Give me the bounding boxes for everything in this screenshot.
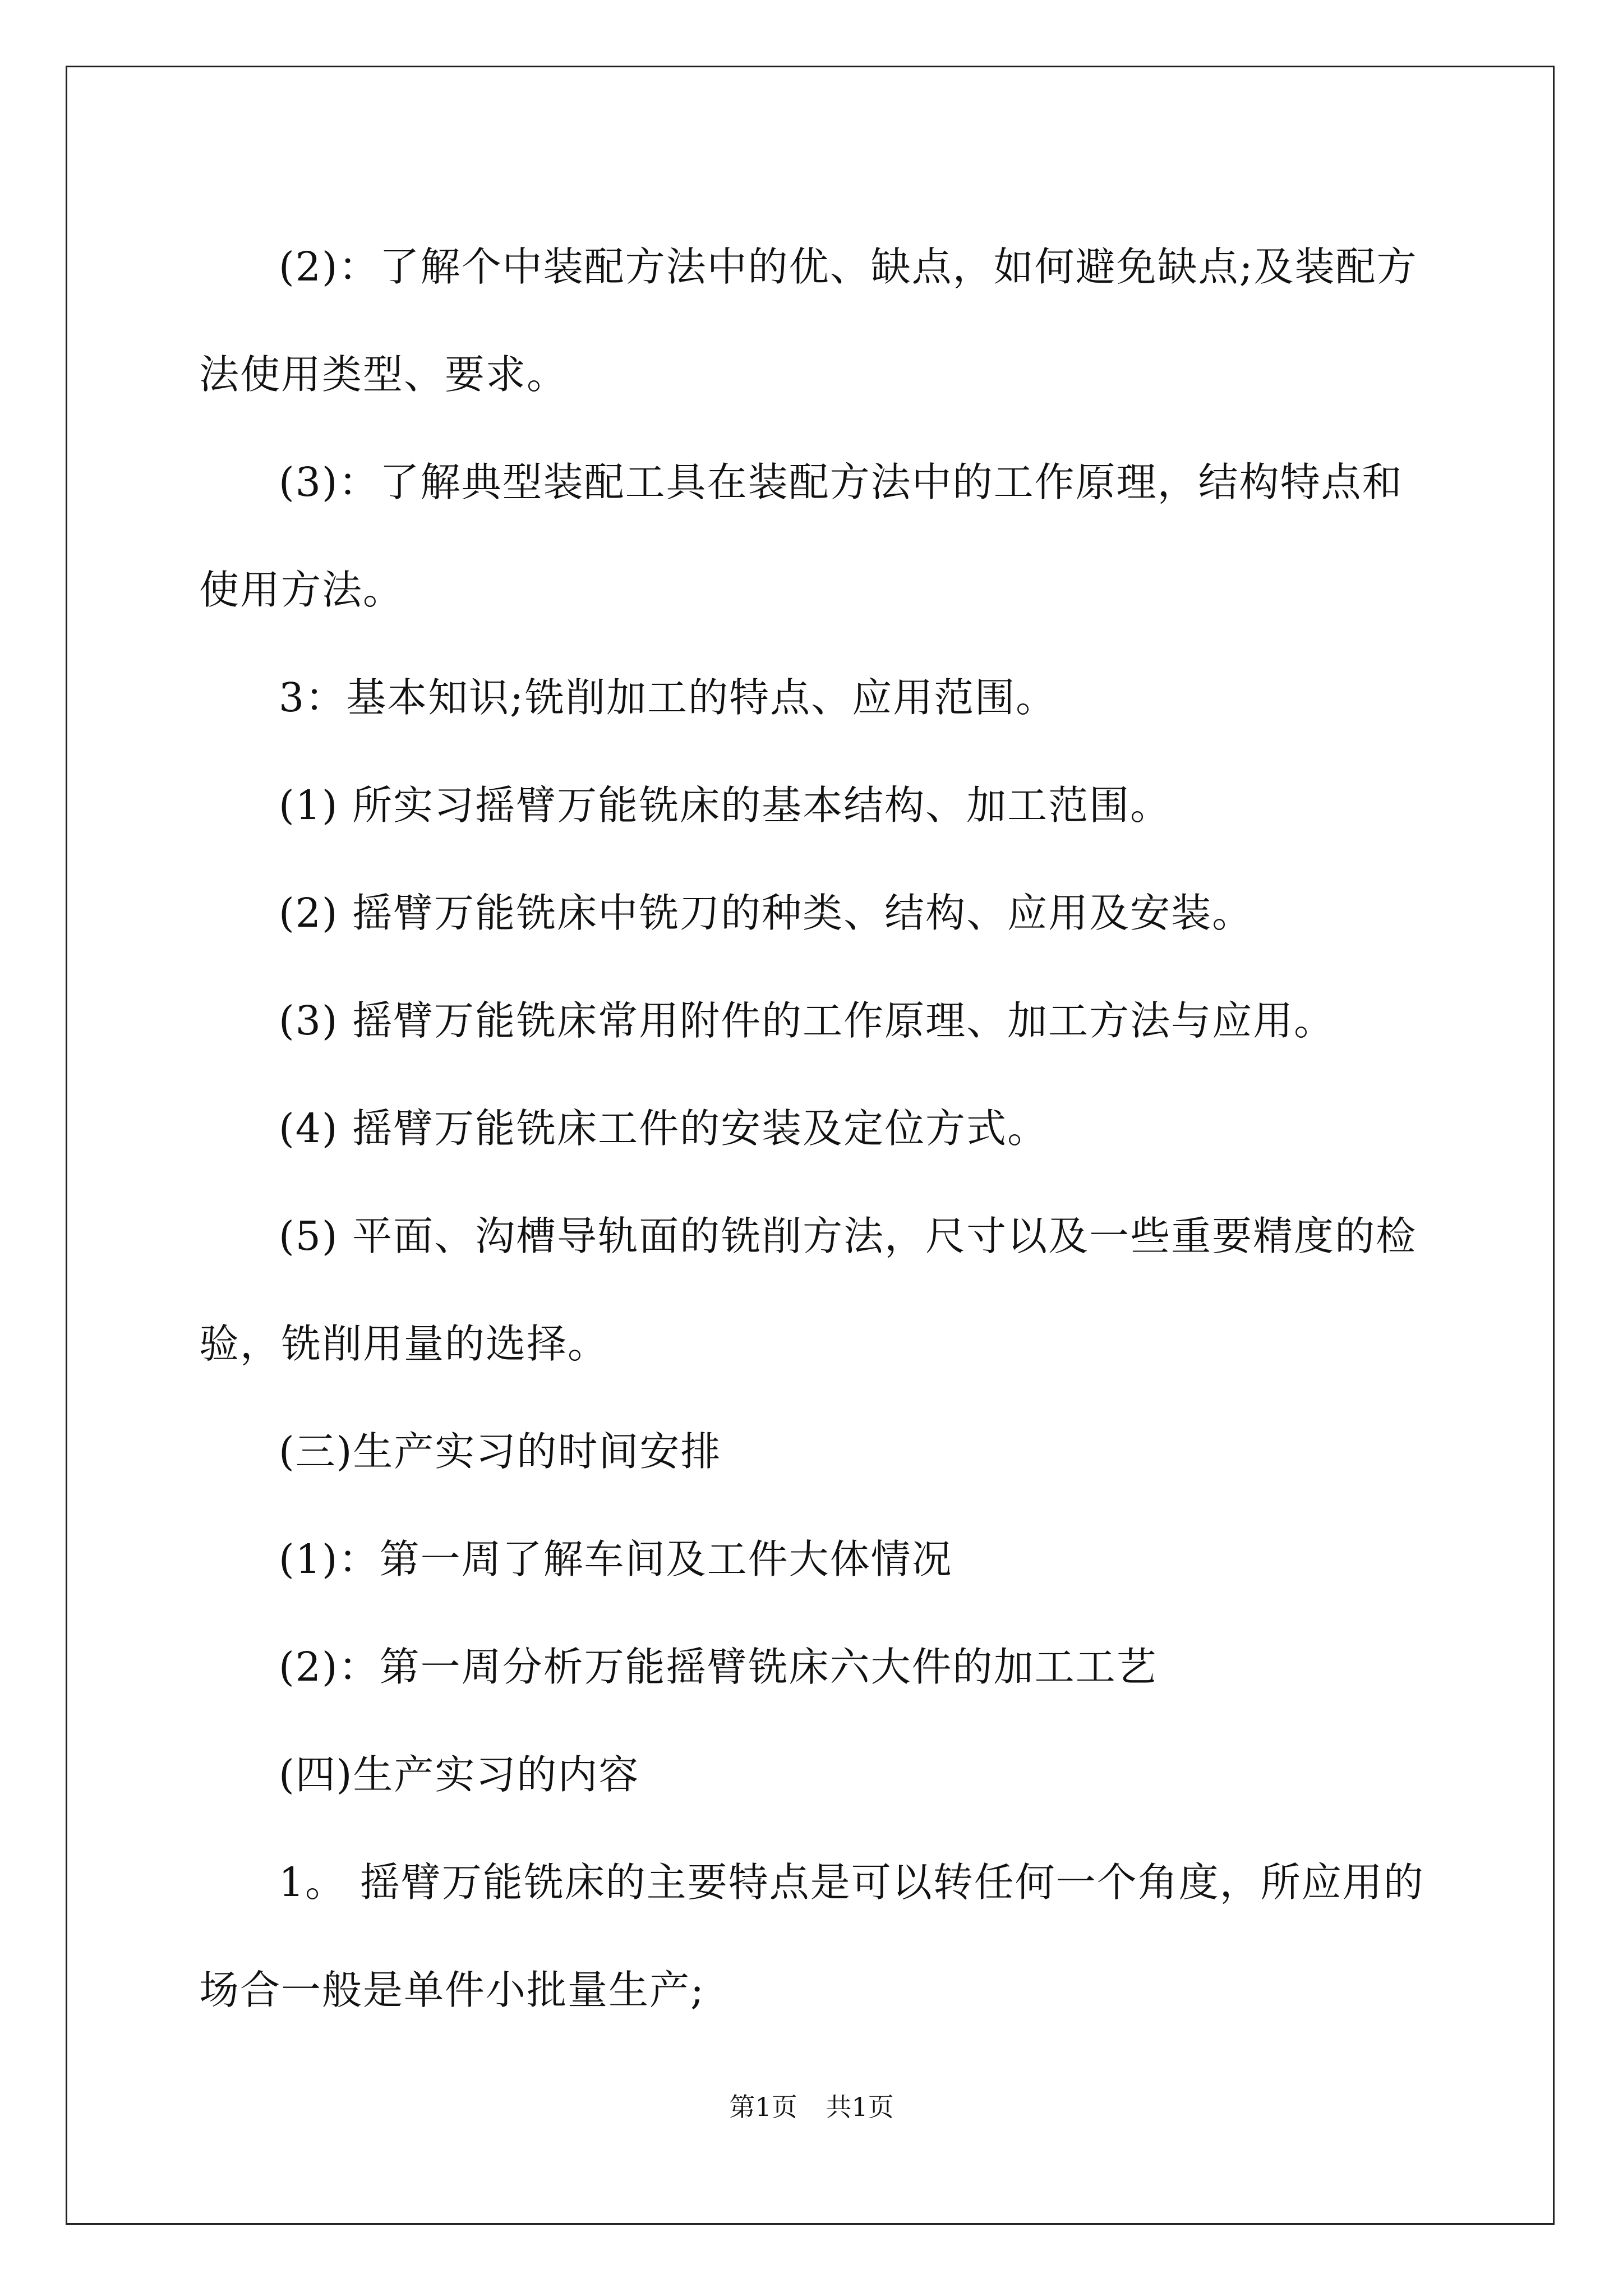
paragraph: (4) 摇臂万能铣床工件的安装及定位方式。 [279,1105,1049,1152]
paragraph: (3) 摇臂万能铣床常用附件的工作原理、加工方法与应用。 [279,997,1335,1044]
paragraph: (3)：了解典型装配工具在装配方法中的工作原理，结构特点和使用方法。 [199,459,1403,613]
paragraph: 1。 摇臂万能铣床的主要特点是可以转任何一个角度，所应用的场合一般是单件小批量生产; [199,1859,1424,2013]
paragraph: (2)：第一周分析万能摇臂铣床六大件的加工工艺 [279,1644,1158,1690]
paragraph: (5) 平面、沟槽导轨面的铣削方法，尺寸以及一些重要精度的检验，铣削用量的选择。 [199,1213,1417,1367]
section-heading: (四)生产实习的内容 [279,1751,640,1798]
paragraph: (2)：了解个中装配方法中的优、缺点，如何避免缺点;及装配方法使用类型、要求。 [199,243,1418,398]
page-footer [0,2087,1623,2124]
paragraph: (1)：第一周了解车间及工件大体情况 [279,1536,953,1582]
paragraph: 3：基本知识;铣削加工的特点、应用范围。 [279,674,1057,721]
page-number: 第1页 [729,2092,797,2122]
page-total: 共1页 [826,2092,894,2122]
paragraph: (1) 所实习摇臂万能铣床的基本结构、加工范围。 [279,782,1172,829]
section-heading: (三)生产实习的时间安排 [279,1428,722,1475]
document-body [199,213,1427,2044]
paragraph: (2) 摇臂万能铣床中铣刀的种类、结构、应用及安装。 [279,890,1253,936]
